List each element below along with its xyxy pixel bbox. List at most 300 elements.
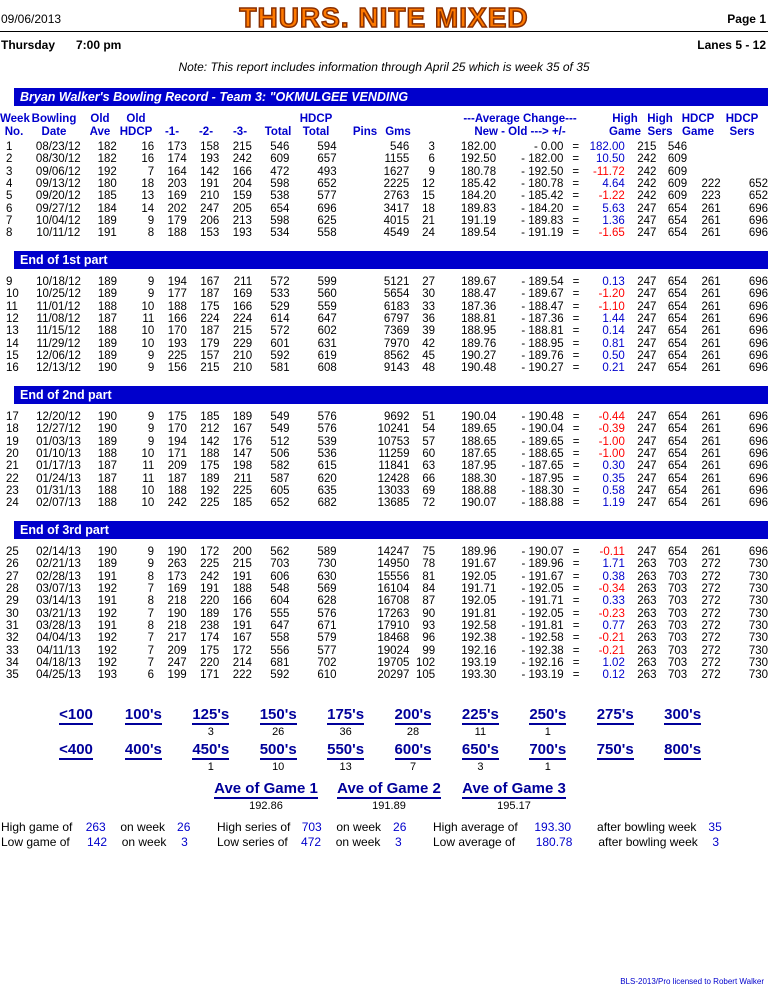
cell-game-3: 211 — [233, 276, 253, 288]
table-row — [0, 301, 768, 313]
cell-old-hdcp: 9 — [147, 546, 155, 558]
cell-game-1: 203 — [167, 178, 187, 191]
cell-new-avg: 189.54 — [460, 227, 497, 240]
cell-week: 7 — [6, 215, 13, 228]
cell-high-sers: 654 — [667, 448, 688, 461]
cell-high-sers: 703 — [667, 657, 688, 670]
cell-game-2: 188 — [200, 448, 220, 461]
cell-week: 15 — [6, 350, 19, 363]
league-time: 7:00 pm — [76, 38, 122, 52]
cell-high-game: 247 — [637, 227, 657, 240]
cell-new-avg: 187.36 — [461, 300, 497, 313]
table-row — [0, 473, 768, 485]
cell-high-sers: 654 — [667, 276, 688, 288]
table-row — [0, 669, 768, 681]
cell-hdcp-total: 559 — [317, 300, 337, 313]
col-high-game-2: Game — [609, 126, 641, 138]
cell-high-game: 247 — [637, 411, 657, 423]
series-range-label: 700's — [529, 741, 567, 758]
cell-high-game: 247 — [637, 313, 657, 326]
cell-game-3: 172 — [232, 644, 252, 657]
high-game-summary — [1, 820, 190, 834]
cell-week: 13 — [6, 325, 19, 338]
cell-date: 10/25/12 — [36, 288, 81, 301]
cell-pins: 14247 — [377, 546, 410, 558]
cell-pins: 13033 — [377, 485, 410, 498]
cell-avg-diff: 0.30 — [602, 460, 625, 473]
cell-games: 66 — [422, 472, 436, 485]
cell-date: 01/03/13 — [36, 435, 81, 448]
cell-hdcp-total: 702 — [317, 657, 337, 670]
cell-total: 572 — [270, 325, 290, 338]
series-range-label: 600's — [394, 741, 432, 758]
col-old-ave-1: Old — [90, 113, 110, 125]
cell-game-2: 191 — [200, 178, 220, 191]
col-week-2: No. — [4, 126, 24, 138]
cell-game-3: 200 — [232, 546, 252, 558]
table-row — [0, 448, 768, 460]
cell-old-ave: 191 — [97, 595, 117, 608]
cell-pins: 6183 — [383, 300, 410, 313]
cell-old-hdcp: 9 — [147, 435, 155, 448]
cell-hdcp-game — [687, 166, 721, 178]
cell-high-sers: 654 — [667, 350, 688, 363]
license-footer: BLS-2013/Pro licensed to Robert Walker — [620, 977, 764, 986]
cell-hdcp-sers: 696 — [748, 485, 768, 498]
cell-avg-diff: -1.20 — [598, 288, 625, 301]
cell-game-2: 185 — [200, 411, 220, 423]
col-week-1: Week — [0, 113, 30, 125]
cell-total: 609 — [270, 153, 290, 166]
cell-week: 5 — [6, 190, 13, 203]
cell-game-1: 169 — [167, 583, 187, 596]
cell-week: 18 — [6, 423, 19, 436]
cell-new-avg: 190.48 — [461, 362, 497, 375]
cell-week: 25 — [6, 546, 19, 558]
cell-new-avg: 188.81 — [461, 313, 497, 326]
cell-game-1: 194 — [167, 276, 187, 288]
cell-hdcp-total: 493 — [317, 165, 337, 178]
cell-high-game: 242 — [637, 190, 657, 203]
cell-old-ave: 190 — [97, 362, 117, 375]
cell-high-sers: 609 — [667, 190, 688, 203]
cell-high-sers: 609 — [667, 153, 688, 166]
cell-high-game: 242 — [637, 165, 657, 178]
game-range-label: 250's — [529, 706, 567, 723]
end-part-1-label: End of 1st part — [20, 253, 108, 267]
cell-game-2: 206 — [200, 215, 220, 228]
cell-hdcp-game: 272 — [701, 607, 721, 620]
cell-week: 10 — [6, 288, 19, 301]
cell-date: 10/11/12 — [36, 227, 81, 240]
cell-new-avg: 189.83 — [460, 202, 497, 215]
cell-game-2: 158 — [200, 141, 220, 153]
cell-hdcp-total: 536 — [317, 448, 337, 461]
ave-game-1-label: Ave of Game 1 — [214, 780, 318, 797]
col-pins: Pins — [352, 126, 378, 138]
cell-new-avg: 189.67 — [461, 276, 497, 288]
cell-old-avg: - 193.19 — [521, 669, 564, 682]
cell-week: 12 — [6, 313, 19, 326]
cell-avg-diff: -1.00 — [598, 435, 625, 448]
col-date-2: Date — [41, 126, 67, 138]
cell-hdcp-sers: 696 — [748, 423, 768, 436]
cell-games: 87 — [422, 595, 436, 608]
cell-hdcp-total: 576 — [317, 411, 337, 423]
table-row — [0, 423, 768, 435]
cell-old-ave: 189 — [97, 350, 117, 363]
cell-hdcp-game: 261 — [701, 546, 721, 558]
cell-hdcp-sers: 730 — [748, 607, 768, 620]
cell-old-hdcp: 14 — [141, 202, 155, 215]
cell-old-avg: - 190.27 — [521, 362, 564, 375]
cell-game-2: 191 — [200, 583, 220, 596]
table-row — [0, 583, 768, 595]
high-series-on-week: on week — [336, 820, 382, 834]
cell-game-3: 222 — [232, 669, 252, 682]
cell-equals: = — [572, 657, 580, 670]
high-avg-week: 35 — [708, 820, 722, 834]
cell-pins: 11841 — [378, 460, 410, 473]
cell-hdcp-total: 671 — [317, 620, 337, 633]
cell-hdcp-sers — [721, 153, 768, 165]
cell-total: 581 — [270, 362, 290, 375]
cell-game-1: 217 — [167, 632, 187, 645]
cell-hdcp-sers: 730 — [748, 657, 768, 670]
cell-game-3: 189 — [232, 411, 253, 423]
cell-hdcp-sers: 730 — [748, 583, 768, 596]
record-banner-text: Bryan Walker's Bowling Record - Team 3: "OKMULGEE VENDING — [20, 90, 409, 104]
cell-hdcp-total: 625 — [317, 215, 337, 228]
low-game-on-week: on week — [121, 835, 167, 849]
series-range-count: 1 — [207, 761, 214, 773]
cell-hdcp-total: 652 — [317, 178, 337, 191]
cell-hdcp-game: 261 — [701, 313, 721, 326]
low-avg-value: 180.78 — [535, 835, 573, 849]
cell-pins: 18468 — [377, 632, 410, 645]
cell-high-sers: 703 — [667, 607, 688, 620]
cell-hdcp-sers: 696 — [748, 497, 768, 510]
cell-date: 10/04/12 — [35, 215, 81, 228]
cell-high-game: 247 — [637, 435, 657, 448]
cell-high-sers: 654 — [667, 313, 688, 326]
cell-game-3: 210 — [232, 350, 253, 363]
cell-high-sers: 654 — [667, 485, 688, 498]
cell-game-2: 225 — [200, 558, 220, 571]
cell-hdcp-total: 647 — [317, 313, 337, 326]
high-avg-after: after bowling week — [597, 820, 697, 834]
cell-date: 08/30/12 — [35, 153, 81, 166]
table-row — [0, 190, 768, 202]
series-range-label: 400's — [124, 741, 162, 758]
cell-date: 11/29/12 — [36, 337, 81, 350]
col-hdcp-total-2: Total — [302, 126, 330, 138]
cell-games: 21 — [422, 215, 435, 228]
cell-games: 33 — [422, 300, 436, 313]
cell-old-ave: 189 — [97, 435, 117, 448]
cell-new-avg: 192.16 — [461, 644, 497, 657]
cell-pins: 4015 — [383, 215, 410, 228]
cell-game-1: 170 — [167, 423, 187, 436]
cell-games: 3 — [428, 141, 435, 153]
cell-old-ave: 192 — [97, 583, 117, 596]
cell-new-avg: 182.00 — [460, 141, 497, 153]
cell-total: 652 — [270, 497, 290, 510]
cell-avg-diff: 0.14 — [602, 325, 625, 338]
cell-week: 20 — [6, 448, 19, 461]
cell-old-avg: - 192.58 — [521, 632, 564, 645]
cell-high-game: 247 — [637, 276, 657, 288]
cell-game-3: 191 — [232, 620, 252, 633]
cell-game-3: 210 — [232, 362, 253, 375]
cell-game-1: 193 — [167, 337, 187, 350]
low-game-label: Low game of — [1, 835, 70, 849]
cell-old-hdcp: 7 — [147, 632, 155, 645]
cell-high-sers: 703 — [667, 644, 688, 657]
cell-week: 24 — [6, 497, 19, 510]
table-row — [0, 215, 768, 227]
cell-hdcp-total: 615 — [317, 460, 337, 473]
cell-hdcp-total: 594 — [317, 141, 337, 153]
cell-game-2: 187 — [200, 325, 220, 338]
low-avg-label: Low average of — [433, 835, 516, 849]
series-range-label: 450's — [192, 741, 230, 758]
cell-high-sers: 654 — [667, 411, 688, 423]
cell-new-avg: 190.04 — [461, 411, 497, 423]
cell-hdcp-game: 272 — [701, 583, 721, 596]
cell-equals: = — [572, 644, 580, 657]
end-part-2-banner — [14, 386, 768, 404]
cell-games: 78 — [422, 558, 436, 571]
cell-pins: 16104 — [377, 583, 410, 596]
cell-games: 72 — [422, 497, 436, 510]
cell-hdcp-sers: 696 — [748, 300, 768, 313]
cell-hdcp-game: 272 — [701, 632, 721, 645]
high-game-on-week: on week — [120, 820, 166, 834]
cell-games: 15 — [422, 190, 435, 203]
table-row — [0, 362, 768, 374]
col-old-ave-2: Ave — [89, 126, 111, 138]
low-game-value: 142 — [87, 835, 108, 849]
cell-game-3: 191 — [232, 570, 252, 583]
table-row — [0, 497, 768, 509]
cell-high-sers: 654 — [667, 337, 688, 350]
cell-hdcp-sers: 696 — [748, 227, 768, 240]
table-row — [0, 203, 768, 215]
table-row — [0, 276, 768, 288]
cell-avg-diff: 4.64 — [602, 178, 625, 191]
cell-game-1: 170 — [167, 325, 187, 338]
table-row — [0, 166, 768, 178]
col-hdcp-game-1: HDCP — [681, 113, 715, 125]
report-note: Note: This report includes information through April 25 which is week 35 of 35 — [178, 60, 590, 74]
cell-pins: 19024 — [377, 644, 410, 657]
cell-high-sers: 654 — [667, 325, 688, 338]
table-row — [0, 227, 768, 239]
cell-hdcp-sers — [721, 141, 768, 153]
col-avg-change-1: ---Average Change--- — [463, 113, 577, 125]
cell-old-hdcp: 8 — [147, 620, 155, 633]
cell-new-avg: 191.67 — [461, 558, 497, 571]
cell-date: 10/18/12 — [36, 276, 81, 288]
cell-hdcp-total: 696 — [317, 202, 337, 215]
cell-date: 01/10/13 — [36, 448, 81, 461]
cell-total: 562 — [270, 546, 290, 558]
cell-hdcp-game: 223 — [701, 190, 721, 203]
cell-games: 27 — [422, 276, 436, 288]
cell-game-2: 193 — [200, 153, 220, 166]
low-series-on-week: on week — [335, 835, 381, 849]
cell-total: 582 — [270, 460, 290, 473]
cell-hdcp-game: 261 — [701, 362, 721, 375]
cell-game-1: 190 — [167, 546, 187, 558]
cell-total: 549 — [270, 411, 290, 423]
cell-high-sers: 654 — [667, 423, 688, 436]
cell-game-2: 220 — [200, 595, 220, 608]
series-range-label: 500's — [259, 741, 297, 758]
col-old-hdcp — [118, 113, 154, 139]
cell-high-game: 247 — [637, 325, 657, 338]
cell-high-game: 263 — [637, 570, 657, 583]
table-row — [0, 460, 768, 472]
low-series-label: Low series of — [217, 835, 288, 849]
cell-hdcp-sers: 696 — [748, 313, 768, 326]
cell-avg-diff: 1.44 — [602, 313, 625, 326]
low-series-week: 3 — [395, 835, 402, 849]
cell-hdcp-total: 682 — [317, 497, 337, 510]
cell-total: 592 — [270, 350, 290, 363]
game-range-count: 26 — [272, 726, 285, 738]
cell-new-avg: 192.50 — [460, 153, 497, 166]
cell-equals: = — [572, 276, 580, 288]
cell-hdcp-game: 272 — [701, 620, 721, 633]
cell-total: 654 — [270, 202, 290, 215]
cell-game-1: 173 — [167, 141, 187, 153]
cell-high-sers: 654 — [667, 215, 688, 228]
cell-total: 681 — [270, 657, 290, 670]
table-row — [0, 595, 768, 607]
cell-pins: 9692 — [383, 411, 410, 423]
game-range-label: 150's — [259, 706, 297, 723]
cell-old-ave: 188 — [97, 497, 117, 510]
cell-hdcp-sers: 730 — [748, 558, 768, 571]
cell-date: 03/14/13 — [36, 595, 81, 608]
cell-games: 81 — [422, 570, 436, 583]
cell-hdcp-sers: 696 — [748, 435, 768, 448]
cell-old-ave: 192 — [97, 165, 117, 178]
series-range-label: 800's — [664, 741, 702, 758]
cell-total: 572 — [270, 276, 290, 288]
cell-avg-diff: -0.11 — [599, 546, 625, 558]
cell-game-2: 175 — [200, 460, 220, 473]
cell-new-avg: 187.95 — [461, 460, 497, 473]
high-avg-value: 193.30 — [534, 820, 572, 834]
cell-games: 102 — [415, 657, 436, 670]
table-row — [0, 657, 768, 669]
cell-old-ave: 182 — [97, 153, 117, 166]
cell-hdcp-game: 261 — [701, 337, 721, 350]
ave-game-3-label: Ave of Game 3 — [462, 780, 566, 797]
col-g1: -1- — [164, 126, 180, 138]
cell-old-ave: 187 — [97, 460, 117, 473]
header-rule — [0, 31, 768, 32]
col-avg-change — [440, 113, 600, 139]
part-2-table — [0, 276, 768, 375]
cell-old-hdcp: 9 — [147, 276, 155, 288]
cell-hdcp-total: 569 — [317, 583, 337, 596]
cell-pins: 17910 — [377, 620, 410, 633]
cell-new-avg: 192.38 — [461, 632, 497, 645]
cell-high-sers: 654 — [667, 227, 688, 240]
table-row — [0, 178, 768, 190]
cell-game-1: 247 — [167, 657, 187, 670]
cell-avg-diff: -1.22 — [598, 190, 625, 203]
cell-week: 30 — [6, 607, 19, 620]
ave-game-3-value: 195.17 — [497, 800, 531, 812]
cell-old-ave: 180 — [97, 178, 117, 191]
cell-game-1: 263 — [167, 558, 187, 571]
record-banner — [14, 88, 768, 106]
cell-hdcp-total: 657 — [317, 153, 337, 166]
cell-game-1: 209 — [167, 644, 187, 657]
cell-equals: = — [572, 485, 580, 498]
cell-game-1: 225 — [167, 350, 187, 363]
cell-hdcp-total: 608 — [317, 362, 337, 375]
cell-old-avg: - 191.19 — [521, 227, 564, 240]
cell-total: 506 — [270, 448, 290, 461]
cell-avg-diff: -0.39 — [598, 423, 625, 436]
cell-high-game: 247 — [637, 485, 657, 498]
col-total: Total — [264, 126, 292, 138]
cell-new-avg: 184.20 — [460, 190, 497, 203]
table-row — [0, 645, 768, 657]
cell-old-avg: - 189.67 — [521, 288, 564, 301]
cell-game-3: 166 — [232, 595, 252, 608]
cell-date: 12/27/12 — [36, 423, 81, 436]
cell-hdcp-game: 261 — [701, 472, 721, 485]
cell-high-sers: 703 — [667, 620, 688, 633]
cell-avg-diff: 0.50 — [602, 350, 625, 363]
cell-high-game: 247 — [637, 546, 657, 558]
cell-old-hdcp: 7 — [147, 583, 155, 596]
cell-game-3: 215 — [232, 141, 252, 153]
cell-old-hdcp: 8 — [147, 570, 155, 583]
cell-high-sers: 703 — [667, 570, 688, 583]
cell-old-hdcp: 9 — [147, 350, 155, 363]
cell-games: 51 — [422, 411, 436, 423]
cell-pins: 10241 — [377, 423, 410, 436]
cell-games: 9 — [428, 165, 435, 178]
high-game-value: 263 — [85, 820, 106, 834]
cell-pins: 15556 — [377, 570, 410, 583]
cell-old-ave: 188 — [97, 325, 117, 338]
cell-date: 08/23/12 — [35, 141, 81, 153]
cell-high-game: 263 — [637, 632, 657, 645]
cell-week: 28 — [6, 583, 19, 596]
cell-new-avg: 188.65 — [461, 435, 497, 448]
league-day: Thursday — [1, 38, 56, 52]
cell-old-ave: 189 — [97, 337, 117, 350]
cell-pins: 5121 — [383, 276, 410, 288]
cell-date: 09/20/12 — [35, 190, 81, 203]
cell-hdcp-sers — [721, 166, 768, 178]
cell-date: 01/31/13 — [36, 485, 81, 498]
cell-game-2: 225 — [200, 497, 220, 510]
cell-game-3: 167 — [232, 632, 252, 645]
col-date — [28, 113, 80, 139]
col-date-1: Bowling — [31, 113, 77, 125]
table-row — [0, 608, 768, 620]
